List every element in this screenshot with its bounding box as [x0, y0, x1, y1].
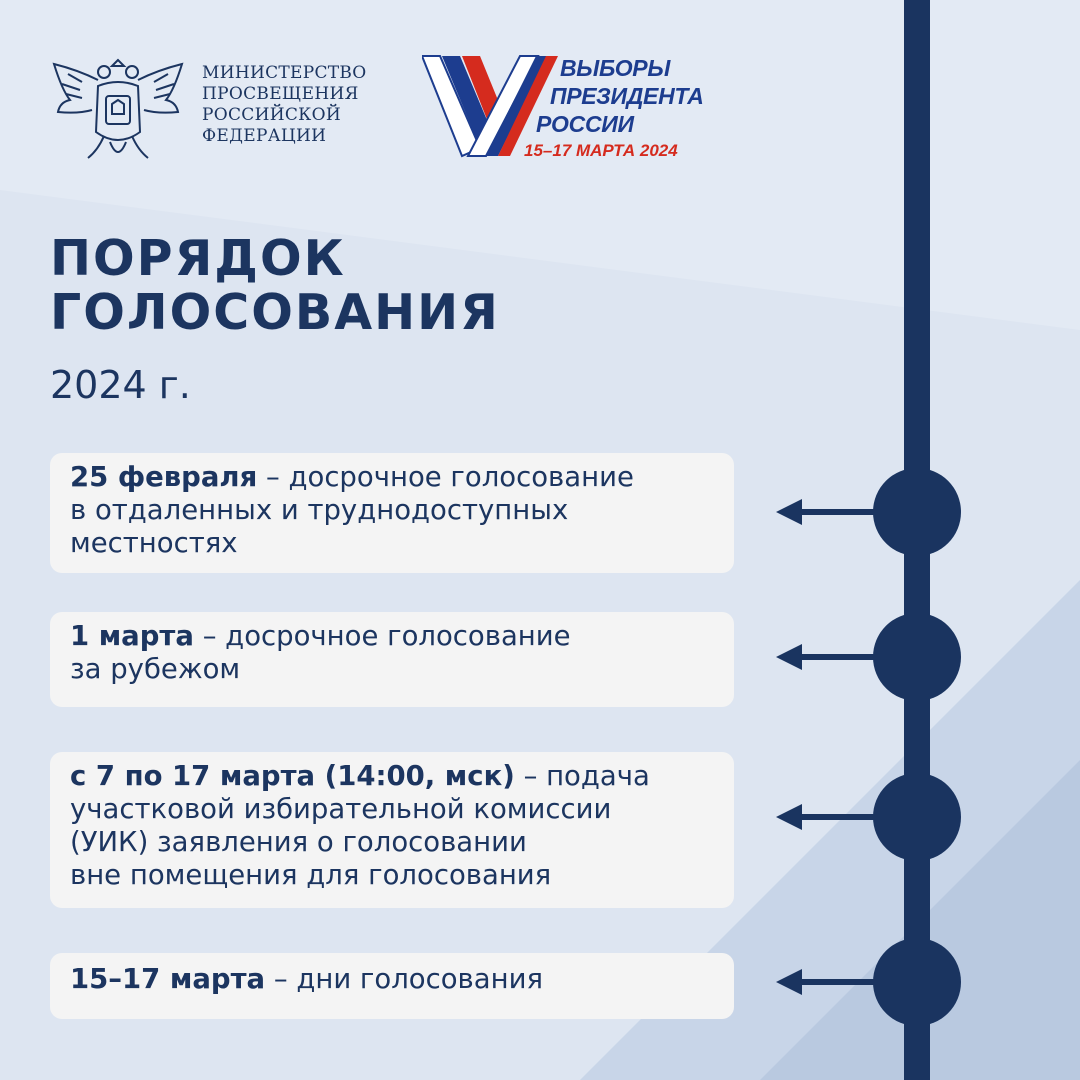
- timeline-card: [50, 752, 734, 908]
- elections-line: ВЫБОРЫ: [560, 55, 671, 81]
- ministry-line: МИНИСТЕРСТВО: [202, 63, 367, 83]
- timeline-card: [50, 612, 734, 707]
- ministry-line: РОССИЙСКОЙ: [202, 105, 341, 125]
- ministry-line: ФЕДЕРАЦИИ: [202, 126, 327, 146]
- timeline-text: – подача: [523, 760, 650, 792]
- timeline-date: 1 марта: [70, 620, 194, 652]
- timeline-dot: [873, 468, 961, 556]
- timeline-date: 25 февраля: [70, 461, 258, 493]
- arrow-left-icon: [776, 967, 876, 997]
- arrow-left-icon: [776, 497, 876, 527]
- timeline-text: – дни голосования: [273, 963, 544, 995]
- timeline-text: участковой избирательной комиссии: [70, 793, 612, 825]
- timeline-text: – досрочное голосование: [202, 620, 571, 652]
- timeline-text: за рубежом: [70, 653, 241, 685]
- double-headed-eagle-icon: [48, 50, 188, 168]
- ministry-name: [202, 63, 366, 147]
- arrow-left-icon: [776, 642, 876, 672]
- timeline-text: вне помещения для голосования: [70, 859, 552, 891]
- elections-line: РОССИИ: [536, 111, 634, 137]
- arrow-left-icon: [776, 802, 876, 832]
- timeline-dot: [873, 773, 961, 861]
- title-line: ПОРЯДОК: [50, 230, 346, 287]
- timeline-dot: [873, 613, 961, 701]
- year-label: 2024 г.: [50, 363, 191, 407]
- page-title: [50, 232, 500, 340]
- timeline-date: 15–17 марта: [70, 963, 266, 995]
- timeline-text: местностях: [70, 527, 238, 559]
- timeline-text: – досрочное голосование: [265, 461, 634, 493]
- timeline-date: с 7 по 17 марта (14:00, мск): [70, 760, 515, 792]
- timeline-dot: [873, 938, 961, 1026]
- elections-date: 15–17 МАРТА 2024: [524, 141, 678, 160]
- timeline-text: в отдаленных и труднодоступных: [70, 494, 569, 526]
- timeline-card: [50, 953, 734, 1019]
- timeline-text: (УИК) заявления о голосовании: [70, 826, 527, 858]
- timeline-card: [50, 453, 734, 573]
- ministry-line: ПРОСВЕЩЕНИЯ: [202, 84, 359, 104]
- elections-logo-text: [524, 54, 704, 164]
- elections-line: ПРЕЗИДЕНТА: [550, 83, 704, 109]
- title-line: ГОЛОСОВАНИЯ: [50, 284, 500, 341]
